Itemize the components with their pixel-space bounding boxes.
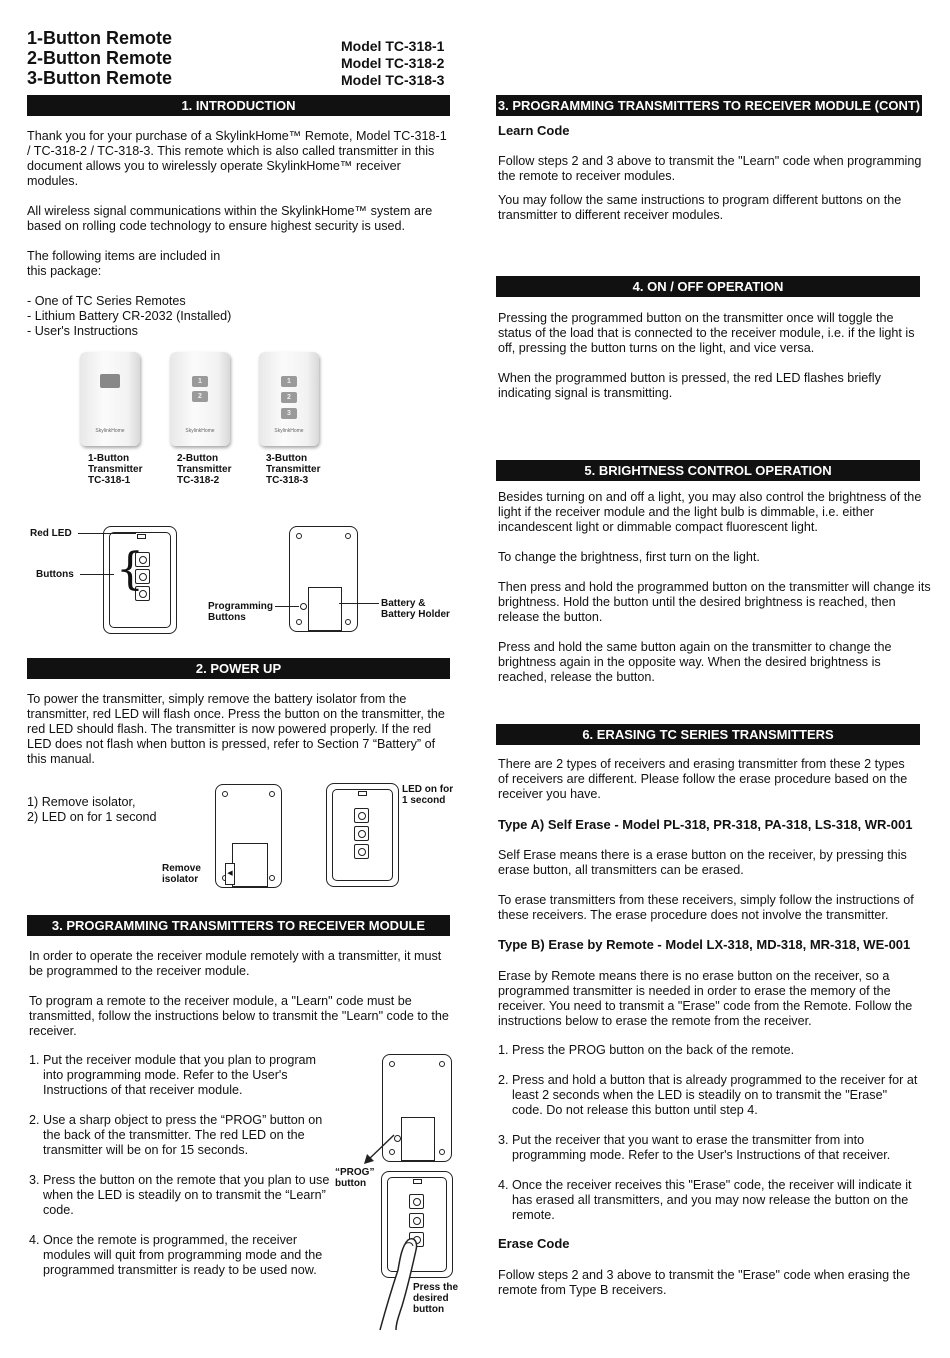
step-item xyxy=(29,1113,334,1158)
brightness-text xyxy=(498,490,938,685)
power-up-steps xyxy=(27,795,157,825)
step-item xyxy=(498,1133,918,1163)
section-heading-erasing: 6. ERASING TC SERIES TRANSMITTERS xyxy=(496,724,920,745)
screw xyxy=(345,533,351,539)
type-b-heading: Type B) Erase by Remote - Model LX-318, MD-318, MR-318, WE-001 xyxy=(498,937,911,952)
label-red-led: Red LED xyxy=(30,528,72,539)
step-item xyxy=(498,1043,918,1058)
package-item: - One of TC Series Remotes xyxy=(27,294,186,308)
screw xyxy=(222,791,228,797)
programming-cont-paragraph: You may follow the same instructions to program different buttons on the transmitter to different receiver modules. xyxy=(498,193,902,222)
step-number: 2. xyxy=(29,1113,40,1127)
step-text: Use a sharp object to press the “PROG” button on the back of the transmitter. The red LED on the transmitter will be on for 15 seconds. xyxy=(43,1113,323,1157)
finger-icon xyxy=(372,1228,418,1332)
type-a-paragraph: Self Erase means there is a erase button on the receiver, by pressing this erase button, all transmitters can be erased. xyxy=(498,848,907,877)
intro-paragraph: The following items are included in this package: xyxy=(27,249,221,278)
power-step: 1) Remove isolator, xyxy=(27,795,136,809)
step-text: Press and hold a button that is already programmed to the receiver for at least 2 seconds when the LED is steadily on to transmit the "Erase" code. Do not release this button until step 4. xyxy=(512,1073,918,1117)
on-off-paragraph: Pressing the programmed button on the transmitter once will toggle the status of the load that is connected to the receiver module, i.e. if the light is off, pressing the button turns on the light, and vice versa. xyxy=(498,311,915,355)
button-1 xyxy=(354,808,369,823)
caption-type: Transmitter xyxy=(177,464,232,475)
remote-photo-2-button xyxy=(170,352,230,446)
button-2 xyxy=(354,826,369,841)
erase-code-heading: Erase Code xyxy=(498,1236,570,1251)
erasing-intro: There are 2 types of receivers and erasing transmitter from these 2 types of receivers are different. Please follow the erase procedure based on the receiver you have. xyxy=(498,757,908,801)
label-line: isolator xyxy=(162,874,199,885)
remote-caption-2 xyxy=(177,453,231,486)
leader-line xyxy=(78,533,136,534)
step-number: 3. xyxy=(498,1133,509,1147)
label-line: button xyxy=(335,1178,367,1189)
led-indicator xyxy=(413,1179,422,1184)
battery-holder xyxy=(232,843,268,887)
label-prog-button xyxy=(335,1167,374,1189)
label-line: LED on for xyxy=(402,784,454,795)
label-programming-buttons xyxy=(208,601,273,623)
label-line: button xyxy=(413,1304,445,1315)
section-heading-programming: 3. PROGRAMMING TRANSMITTERS TO RECEIVER MODULE xyxy=(27,915,450,936)
label-line: Battery Holder xyxy=(381,609,450,620)
caption-model: TC-318-3 xyxy=(266,475,309,486)
button-3 xyxy=(354,844,369,859)
step-item xyxy=(29,1053,334,1098)
button-2 xyxy=(409,1213,424,1228)
intro-paragraph: All wireless signal communications within the SkylinkHome™ system are based on rolling code technology to ensure highest security is used. xyxy=(27,204,433,233)
caption-name: 1-Button xyxy=(88,453,130,464)
screw xyxy=(296,533,302,539)
remote-caption-3 xyxy=(266,453,320,486)
label-line: 1 second xyxy=(402,795,446,806)
label-line: Remove xyxy=(162,863,201,874)
label-line: desired xyxy=(413,1293,449,1304)
caption-name: 2-Button xyxy=(177,453,219,464)
caption-model: TC-318-1 xyxy=(88,475,131,486)
isolator-tab: ◀ xyxy=(225,863,235,885)
section-heading-brightness: 5. BRIGHTNESS CONTROL OPERATION xyxy=(496,460,920,481)
screw xyxy=(269,875,275,881)
step-item xyxy=(29,1233,335,1278)
programming-text xyxy=(29,949,449,1039)
screw xyxy=(296,619,302,625)
remote-caption-1 xyxy=(88,453,142,486)
step-text: Press the button on the remote that you plan to use when the LED is steadily on to transmit the “Learn” code. xyxy=(43,1173,330,1217)
step-number: 4. xyxy=(498,1178,509,1192)
remote-button: 2 xyxy=(192,391,208,402)
screw xyxy=(389,1061,395,1067)
step-number: 1. xyxy=(498,1043,509,1057)
label-battery-holder xyxy=(381,598,450,620)
package-item: - User's Instructions xyxy=(27,324,138,338)
leader-line xyxy=(80,574,114,575)
type-a-text xyxy=(498,848,918,923)
label-line: “PROG” xyxy=(335,1167,375,1178)
step-text: Once the receiver receives this "Erase" code, the receiver will indicate it has erased all transmitters, and you may now release the button on the remote. xyxy=(512,1178,912,1222)
label-remove-isolator xyxy=(162,863,201,885)
brand-logo: SkylinkHome xyxy=(185,428,215,434)
power-front-diagram xyxy=(326,783,399,887)
led-indicator xyxy=(358,791,367,796)
step-text: Put the receiver module that you plan to program into programming mode. Refer to the User's Instructions of that receiver module. xyxy=(43,1053,317,1097)
section-heading-introduction: 1. INTRODUCTION xyxy=(27,95,450,116)
caption-type: Transmitter xyxy=(266,464,321,475)
brand-logo: SkylinkHome xyxy=(274,428,304,434)
section-heading-on-off: 4. ON / OFF OPERATION xyxy=(496,276,920,297)
remote-button: 2 xyxy=(281,392,297,403)
label-line: Battery & xyxy=(381,598,426,609)
screw xyxy=(345,619,351,625)
title-3-button: 3-Button Remote xyxy=(27,68,172,88)
erase-code-text: Follow steps 2 and 3 above to transmit the "Erase" code when erasing the remote from Type B receivers. xyxy=(498,1268,911,1297)
remote-photo-1-button xyxy=(80,352,140,446)
step-text: Put the receiver that you want to erase the transmitter from into programming mode. Refer to the User's Instructions of that receiver. xyxy=(512,1133,891,1162)
package-item: - Lithium Battery CR-2032 (Installed) xyxy=(27,309,232,323)
step-number: 4. xyxy=(29,1233,40,1247)
label-line: Buttons xyxy=(208,612,246,623)
button-1 xyxy=(409,1194,424,1209)
step-number: 3. xyxy=(29,1173,40,1187)
type-b-text: Erase by Remote means there is no erase button on the receiver, so a programmed transmitter is needed in order to erase the memory of the receiver. You need to transmit a "Erase" code from the Remote. Follow the instructions below to erase the remote from the receiver. xyxy=(498,969,913,1028)
remote-button: 1 xyxy=(192,376,208,387)
caption-type: Transmitter xyxy=(88,464,143,475)
title-1-button: 1-Button Remote xyxy=(27,28,172,48)
programming-steps xyxy=(29,1053,334,1278)
label-line: Press the xyxy=(413,1282,459,1293)
erase-steps xyxy=(498,1043,918,1223)
label-led-on xyxy=(402,784,453,806)
brightness-paragraph: Besides turning on and off a light, you may also control the brightness of the light if the receiver module and the light bulb is dimmable, i.e. either incandescent light or dimmable compact fluorescent light. xyxy=(498,490,922,534)
battery-holder xyxy=(401,1117,435,1161)
programming-cont-paragraph: Follow steps 2 and 3 above to transmit the "Learn" code when programming the remote to receiver modules. xyxy=(498,154,922,183)
step-text: Once the remote is programmed, the receiver modules will quit from programming mode and the programmed transmitter is ready to be used now. xyxy=(43,1233,323,1277)
section-heading-power-up: 2. POWER UP xyxy=(27,658,450,679)
label-press-button xyxy=(413,1282,458,1315)
section-heading-programming-cont: 3. PROGRAMMING TRANSMITTERS TO RECEIVER MODULE (CONT) xyxy=(496,95,922,116)
programming-paragraph: To program a remote to the receiver module, a "Learn" code must be transmitted, follow the instructions below to transmit the "Learn" code to the receiver. xyxy=(29,994,449,1038)
on-off-paragraph: When the programmed button is pressed, the red LED flashes briefly indicating signal is transmitting. xyxy=(498,371,881,400)
remote-photo-3-button xyxy=(259,352,319,446)
title-2-button: 2-Button Remote xyxy=(27,48,172,68)
learn-code-heading: Learn Code xyxy=(498,123,570,138)
label-buttons: Buttons xyxy=(36,569,74,580)
step-number: 1. xyxy=(29,1053,40,1067)
model-tc-318-2: Model TC-318-2 xyxy=(341,55,445,71)
brightness-paragraph: Press and hold the same button again on the transmitter to change the brightness again in the opposite way. When the desired brightness is reached, release the button. xyxy=(498,640,892,684)
buttons-brace: { xyxy=(116,544,144,595)
intro-paragraph: Thank you for your purchase of a SkylinkHome™ Remote, Model TC-318-1 / TC-318-2 / TC-318-3. This remote which is also called transmitter in this document allows you to wirelessly operate SkylinkHome™ receiver modules. xyxy=(27,129,447,188)
leader-line xyxy=(275,606,299,607)
transmitter-back-diagram xyxy=(289,526,358,632)
power-step: 2) LED on for 1 second xyxy=(27,810,157,824)
brightness-paragraph: To change the brightness, first turn on the light. xyxy=(498,550,760,564)
step-text: Press the PROG button on the back of the remote. xyxy=(512,1043,795,1057)
brand-logo: SkylinkHome xyxy=(95,428,125,434)
programming-cont-text xyxy=(498,154,926,223)
type-a-heading: Type A) Self Erase - Model PL-318, PR-318, PA-318, LS-318, WR-001 xyxy=(498,817,913,832)
model-tc-318-3: Model TC-318-3 xyxy=(341,72,445,88)
caption-name: 3-Button xyxy=(266,453,308,464)
on-off-text xyxy=(498,311,923,401)
programming-paragraph: In order to operate the receiver module remotely with a transmitter, it must be programmed to the receiver module. xyxy=(29,949,442,978)
step-item xyxy=(498,1178,918,1223)
prog-hole xyxy=(300,603,307,610)
caption-model: TC-318-2 xyxy=(177,475,220,486)
screw xyxy=(439,1061,445,1067)
power-back-diagram xyxy=(215,784,282,888)
screw xyxy=(439,1149,445,1155)
prog-arrow xyxy=(360,1132,400,1166)
step-item xyxy=(29,1173,335,1218)
type-a-paragraph: To erase transmitters from these receivers, simply follow the instructions of these receivers. The erase procedure does not involve the transmitter. xyxy=(498,893,914,922)
brightness-paragraph: Then press and hold the programmed button on the transmitter will change its brightness. Hold the button until the desired brightness is reached, then release the button. xyxy=(498,580,931,624)
step-item xyxy=(498,1073,918,1118)
remote-button xyxy=(100,374,120,388)
remote-button: 1 xyxy=(281,376,297,387)
battery-holder xyxy=(308,587,342,631)
label-line: Programming xyxy=(208,601,274,612)
model-tc-318-1: Model TC-318-1 xyxy=(341,38,445,54)
screw xyxy=(269,791,275,797)
power-up-text: To power the transmitter, simply remove the battery isolator from the transmitter, red LED will flash once. Press the button on the transmitter, the red LED should flash. The transmitter is now powered properly. If the red LED does not flash when button is pressed, refer to Section 7 “Battery” of this manual. xyxy=(27,692,445,766)
remote-button: 3 xyxy=(281,408,297,419)
step-number: 2. xyxy=(498,1073,509,1087)
intro-text xyxy=(27,129,447,339)
led-indicator xyxy=(137,534,146,539)
leader-line xyxy=(339,603,379,604)
